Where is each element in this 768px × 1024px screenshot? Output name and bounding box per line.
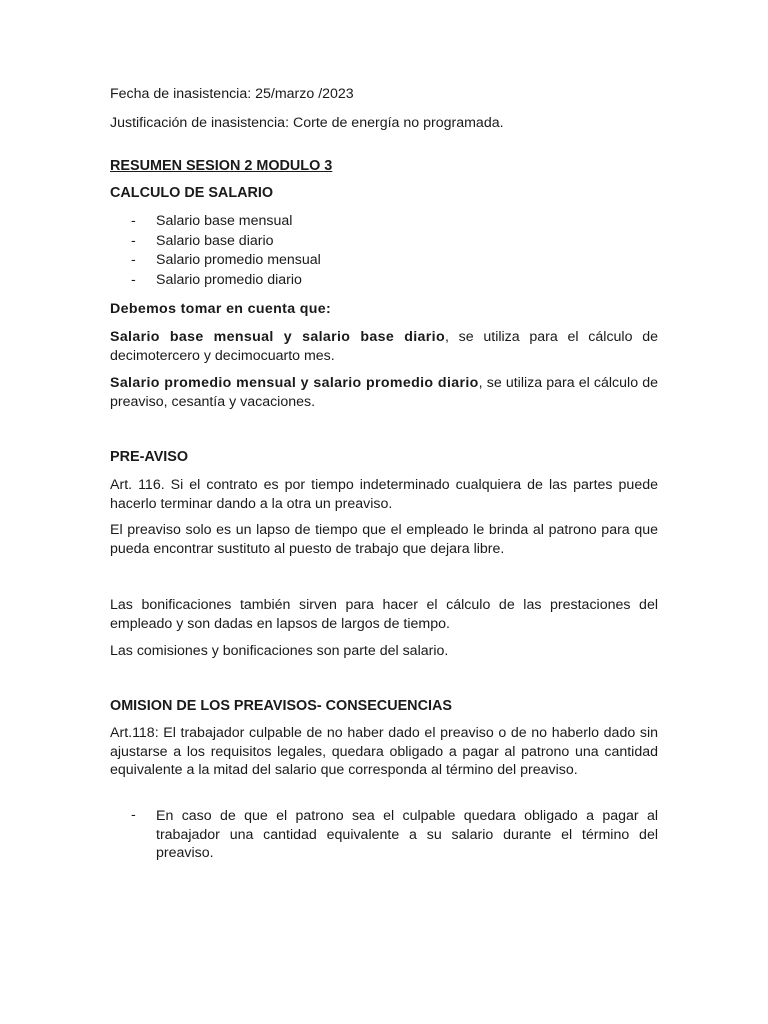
calculo-title: CALCULO DE SALARIO — [110, 185, 274, 201]
paragraph-salario-promedio — [110, 374, 658, 411]
list-item — [131, 807, 658, 863]
paragraph-preaviso-definicion: El preaviso solo es un lapso de tiempo que el empleado le brinda al patrono para que pueda encontrar sustituto al puesto de trabajo que dejara libre. — [110, 522, 658, 557]
paragraph-rest: , se utiliza para el cálculo de decimotercero y decimocuarto mes. — [110, 329, 658, 364]
tomar-en-cuenta: Debemos tomar en cuenta que: — [110, 301, 332, 317]
paragraph-rest: , se utiliza para el cálculo de preaviso, cesantía y vacaciones. — [110, 375, 658, 410]
paragraph-comisiones: Las comisiones y bonificaciones son parte del salario. — [110, 643, 449, 659]
resumen-title — [110, 157, 658, 176]
paragraph-bold-lead: Salario base mensual y salario base diario — [110, 329, 445, 345]
dash-bullet: - — [131, 213, 136, 229]
resumen-title-text: RESUMEN SESION 2 MODULO 3 — [110, 158, 333, 174]
list-item — [131, 251, 321, 271]
list-item-label: Salario base mensual — [156, 213, 293, 229]
omision-title: OMISION DE LOS PREAVISOS- CONSECUENCIAS — [110, 698, 452, 714]
dash-bullet: - — [131, 252, 136, 268]
paragraph-bonificaciones: Las bonificaciones también sirven para hacer el cálculo de las prestaciones del empleado y son dadas en lapsos de largos de tiempo. — [110, 597, 658, 632]
list-item-label: Salario promedio mensual — [156, 252, 321, 268]
list-item-label: En caso de que el patrono sea el culpable quedara obligado a pagar al trabajador una cantidad equivalente a su salario durante el término del preaviso. — [156, 808, 658, 862]
paragraph-salario-base — [110, 328, 658, 365]
dash-bullet: - — [131, 271, 136, 288]
paragraph-bold-lead: Salario promedio mensual y salario promedio diario — [110, 375, 479, 391]
justificacion-inasistencia: Justificación de inasistencia: Corte de energía no programada. — [110, 115, 504, 131]
paragraph-art-118: Art.118: El trabajador culpable de no haber dado el preaviso o de no haberlo dado sin ajustarse a los requisitos legales, quedara obligado a pagar al patrono una cantidad equivalente a la mitad del salario que corresponda al término del preaviso. — [110, 725, 658, 779]
list-item — [131, 232, 321, 252]
dash-bullet: - — [131, 232, 136, 249]
list-item — [131, 271, 321, 291]
fecha-inasistencia: Fecha de inasistencia: 25/marzo /2023 — [110, 86, 354, 102]
paragraph-art-116: Art. 116. Si el contrato es por tiempo indeterminado cualquiera de las partes puede hacerlo terminar dando a la otra un preaviso. — [110, 477, 658, 512]
dash-bullet: - — [131, 807, 136, 823]
list-item — [131, 212, 321, 232]
list-item-label: Salario base diario — [156, 232, 274, 249]
list-item-label: Salario promedio diario — [156, 271, 302, 288]
salario-list — [131, 212, 321, 290]
preaviso-title: PRE-AVISO — [110, 449, 189, 465]
